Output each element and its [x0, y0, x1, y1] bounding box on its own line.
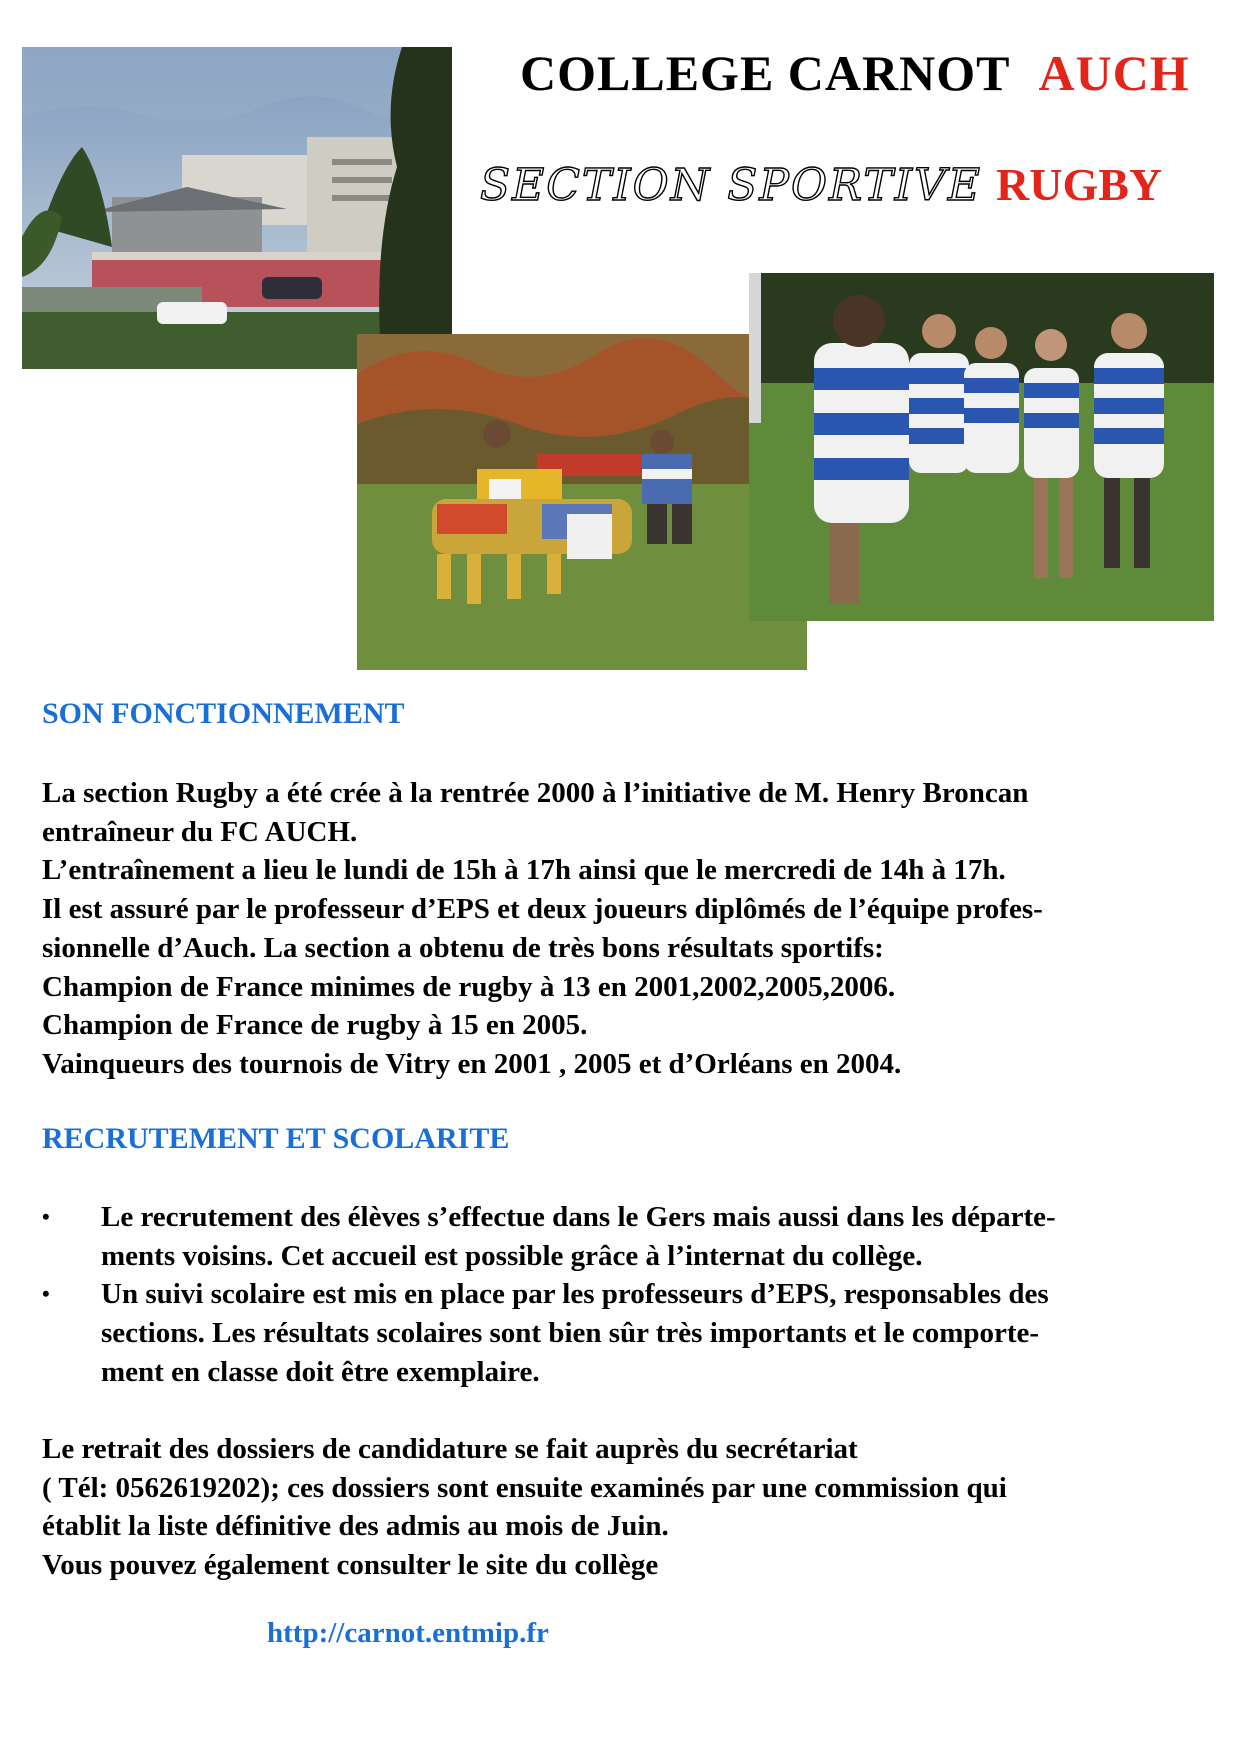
- bullet-icon: •: [42, 1281, 50, 1307]
- paragraph-line: Champion de France minimes de rugby à 13 en 2001,2002,2005,2006.: [42, 970, 896, 1003]
- paragraph-line: La section Rugby a été crée à la rentrée 2000 à l’initiative de M. Henry Broncan: [42, 777, 1029, 809]
- city-name: AUCH: [1038, 45, 1190, 101]
- list-item-line: ment en classe doit être exemplaire.: [101, 1355, 540, 1388]
- fonctionnement-paragraph: [42, 774, 1202, 1084]
- paragraph-line: Le retrait des dossiers de candidature se fait auprès du secrétariat: [42, 1433, 858, 1465]
- section-sport-label: RUGBY: [996, 159, 1163, 210]
- list-item-line: Un suivi scolaire est mis en place par les professeurs d’EPS, responsables des: [101, 1278, 1049, 1311]
- paragraph-line: Vous pouvez également consulter le site du collège: [42, 1549, 659, 1582]
- list-item: [42, 1198, 1212, 1275]
- dossiers-paragraph: [42, 1430, 1202, 1585]
- college-website-link[interactable]: http://carnot.entmip.fr: [267, 1617, 549, 1649]
- paragraph-line: Il est assuré par le professeur d’EPS et deux joueurs diplômés de l’équipe profes-: [42, 893, 1043, 926]
- recrutement-heading: RECRUTEMENT ET SCOLARITE: [42, 1122, 510, 1155]
- school-title: [520, 44, 1190, 102]
- paragraph-line: Champion de France de rugby à 15 en 2005.: [42, 1009, 588, 1042]
- paragraph-line: sionnelle d’Auch. La section a obtenu de très bons résultats sportifs:: [42, 931, 884, 964]
- bullet-icon: •: [42, 1204, 50, 1229]
- section-title: [480, 158, 1162, 211]
- list-item: [42, 1275, 1212, 1391]
- section-script-label: SECTION SPORTIVE: [480, 160, 983, 211]
- list-item-line: Le recrutement des élèves s’effectue dans le Gers mais aussi dans les départe-: [101, 1201, 1056, 1233]
- paragraph-line: L’entraînement a lieu le lundi de 15h à 17h ainsi que le mercredi de 14h à 17h.: [42, 854, 1006, 887]
- school-name: COLLEGE CARNOT: [520, 45, 1011, 101]
- rugby-scrum-photo: [357, 334, 807, 670]
- list-item-line: sections. Les résultats scolaires sont bien sûr très importants et le comporte-: [101, 1317, 1040, 1350]
- school-building-photo: [22, 47, 452, 369]
- fonctionnement-heading: SON FONCTIONNEMENT: [42, 697, 405, 730]
- paragraph-line: ( Tél: 0562619202); ces dossiers sont ensuite examinés par une commission qui: [42, 1471, 1007, 1504]
- recrutement-list: [42, 1198, 1212, 1392]
- paragraph-line: établit la liste définitive des admis au mois de Juin.: [42, 1510, 669, 1543]
- paragraph-line: entraîneur du FC AUCH.: [42, 815, 358, 848]
- paragraph-line: Vainqueurs des tournois de Vitry en 2001 , 2005 et d’Orléans en 2004.: [42, 1047, 902, 1080]
- list-item-line: ments voisins. Cet accueil est possible grâce à l’internat du collège.: [101, 1239, 923, 1272]
- rugby-team-photo: [749, 273, 1214, 621]
